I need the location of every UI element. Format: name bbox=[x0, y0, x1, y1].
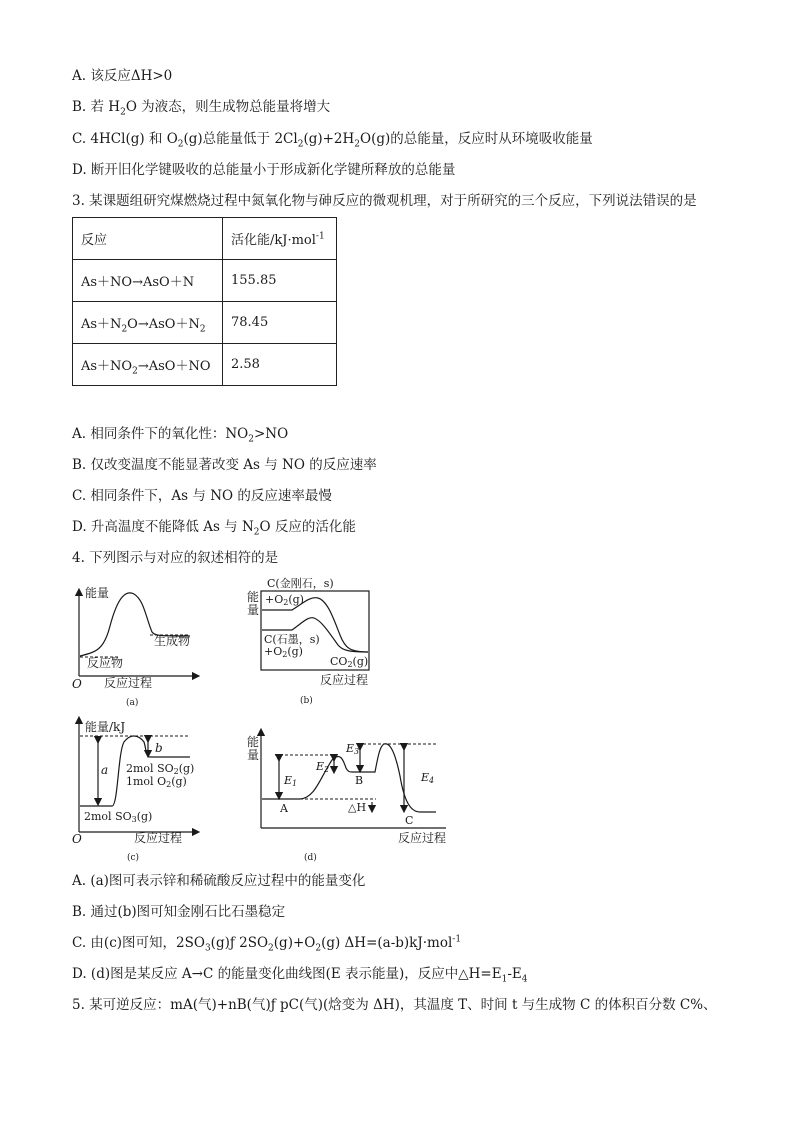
fig-b-caption: (b) bbox=[300, 696, 313, 706]
fig-a-reactant-label: 反应物 bbox=[87, 656, 124, 670]
fig-c-b-label: b bbox=[155, 741, 163, 755]
q4-option-b: B. 通过(b)图可知金刚石比石墨稳定 bbox=[72, 904, 286, 920]
header-reaction: 反应 bbox=[73, 218, 223, 260]
fig-a-ylabel: 能量 bbox=[85, 586, 110, 600]
q2-option-d: D. 断开旧化学键吸收的总能量小于形成新化学键所释放的总能量 bbox=[72, 162, 456, 178]
figure-a bbox=[72, 585, 196, 708]
fig-c-origin: O bbox=[72, 832, 82, 846]
fig-c-o2-label: 1mol O2(g) bbox=[126, 775, 187, 789]
fig-b-co2-label: CO2(g) bbox=[330, 655, 369, 669]
fig-d-a-label: A bbox=[280, 802, 288, 815]
fig-b-o2-label: +O2(g) bbox=[265, 593, 304, 607]
fig-d-dh-label: △H bbox=[348, 801, 367, 814]
table-row bbox=[73, 260, 337, 302]
fig-a-xlabel: 反应过程 bbox=[104, 676, 153, 690]
fig-c-so2-label: 2mol SO2(g) bbox=[126, 762, 195, 776]
q3-stem: 3. 某课题组研究煤燃烧过程中氮氧化物与砷反应的微观机理，对于所研究的三个反应，下列说法错误的是 bbox=[72, 193, 697, 209]
ea-cell: 2.58 bbox=[223, 344, 337, 386]
fig-a-caption: (a) bbox=[126, 698, 139, 708]
fig-d-e4-label: E4 bbox=[421, 771, 435, 785]
fig-b-top-label: C(金刚石，s) bbox=[267, 577, 334, 590]
q2-option-b: B. 若 $H_2O$ 为液态，则生成物总能量将增大 bbox=[72, 99, 331, 118]
fig-d-ylabel: 能 bbox=[247, 735, 260, 749]
fig-d-c-label: C bbox=[405, 814, 414, 827]
table-row bbox=[73, 302, 337, 344]
figure-c bbox=[72, 719, 196, 863]
fig-b-o2-label: +O2(g) bbox=[264, 645, 303, 659]
fig-b-xlabel: 反应过程 bbox=[320, 673, 369, 687]
fig-d-e1-label: E1 bbox=[284, 774, 298, 788]
q3-option-d: D. 升高温度不能降低 As 与 $N_2O$ 反应的活化能 bbox=[72, 519, 356, 538]
reaction-cell: As＋NO→AsO＋N bbox=[73, 260, 223, 302]
energy-diagrams bbox=[0, 570, 794, 870]
table-row bbox=[73, 344, 337, 386]
fig-a-product-label: 生成物 bbox=[154, 634, 191, 648]
q4-option-c: C. 由(c)图可知，$2SO_3(g)ƒ$ $2SO_2(g)+O_2(g)$ ΔH=(a-b)kJ·mol$^{-1}$ bbox=[72, 934, 462, 954]
q3-option-a: A. 相同条件下的氧化性：$NO_2>NO$ bbox=[72, 426, 289, 445]
fig-b-graphite-label: C(石墨，s) bbox=[264, 633, 320, 646]
q4-stem: 4. 下列图示与对应的叙述相符的是 bbox=[72, 550, 279, 566]
q3-option-c: C. 相同条件下，As 与 NO 的反应速率最慢 bbox=[72, 488, 332, 504]
ea-cell: 155.85 bbox=[223, 260, 337, 302]
table-header-row bbox=[73, 218, 337, 260]
q2-option-a: A. 该反应ΔH>0 bbox=[72, 68, 173, 84]
figure-b bbox=[247, 576, 369, 706]
fig-c-so3-label: 2mol SO3(g) bbox=[84, 810, 153, 824]
fig-a-origin: O bbox=[72, 677, 82, 691]
fig-c-caption: (c) bbox=[127, 853, 140, 863]
fig-c-a-label: a bbox=[101, 763, 109, 777]
figure-d bbox=[247, 732, 446, 863]
fig-d-ylabel: 量 bbox=[247, 748, 260, 762]
q5-stem: 5. 某可逆反应：mA(气)+nB(气)ƒ pC(气)(焓变为 ΔH)，其温度 T、时间 t 与生成物 C 的体积百分数 C%、 bbox=[72, 997, 717, 1013]
reaction-cell: $As+NO_2\to AsO+NO$ bbox=[73, 344, 223, 386]
fig-b-ylabel: 量 bbox=[247, 603, 260, 617]
activation-energy-table bbox=[72, 217, 337, 386]
fig-d-xlabel: 反应过程 bbox=[398, 831, 447, 845]
q4-option-a: A. (a)图可表示锌和稀硫酸反应过程中的能量变化 bbox=[72, 873, 366, 889]
fig-d-e3-label: E3 bbox=[346, 742, 360, 756]
fig-c-xlabel: 反应过程 bbox=[134, 831, 183, 845]
q3-option-b: B. 仅改变温度不能显著改变 As 与 NO 的反应速率 bbox=[72, 457, 377, 473]
header-activation-energy: 活化能/kJ·mol$^{-1}$ bbox=[223, 218, 337, 260]
q4-option-d: D. (d)图是某反应 A→C 的能量变化曲线图(E 表示能量)，反应中$\triangle H=E_1-E_4$ bbox=[72, 966, 528, 985]
fig-d-b-label: B bbox=[355, 774, 364, 787]
q2-option-c: C. 4HCl(g) 和 $O_2(g)$总能量低于 $2Cl_2(g)+2H_2O(g)$的总能量，反应时从环境吸收能量 bbox=[72, 131, 593, 150]
reaction-cell: $As+N_2O\to AsO+N_2$ bbox=[73, 302, 223, 344]
fig-d-e2-label: E2 bbox=[316, 760, 330, 774]
ea-cell: 78.45 bbox=[223, 302, 337, 344]
fig-d-caption: (d) bbox=[304, 853, 317, 863]
fig-b-ylabel: 能 bbox=[247, 590, 260, 604]
fig-c-ylabel: 能量/kJ bbox=[85, 720, 126, 734]
